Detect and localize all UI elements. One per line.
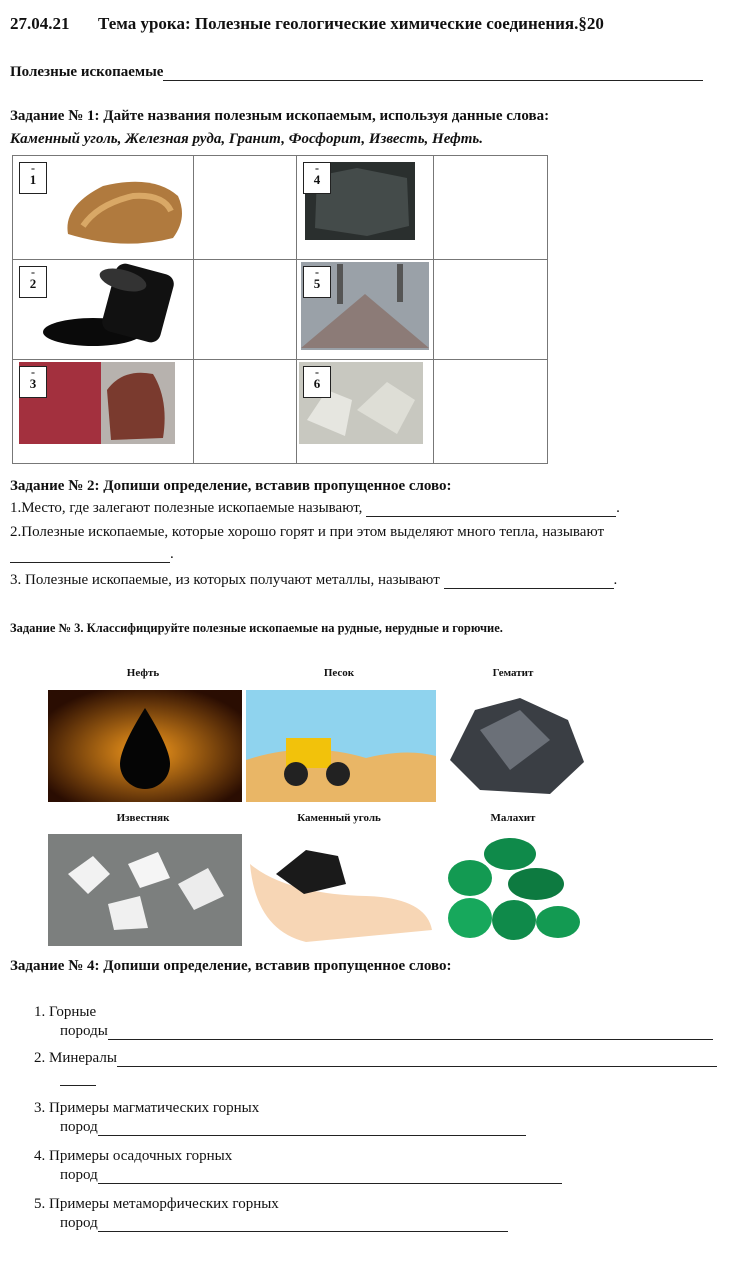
- task4-item-2: [34, 1050, 717, 1086]
- task1-table: [12, 155, 548, 464]
- malachite-image: [440, 834, 590, 946]
- image-cell: [13, 260, 194, 360]
- item-label: 1. Горные: [34, 1004, 97, 1020]
- period: .: [613, 572, 618, 588]
- number-box: - 1: [19, 162, 47, 194]
- task4-title: Задание № 4: Допиши определение, вставив пропущенное слово:: [10, 958, 452, 974]
- answer-cell[interactable]: [194, 156, 297, 260]
- answer-line: [163, 80, 703, 81]
- task4-item-3: [34, 1100, 526, 1136]
- task3-title: Задание № 3. Классифицируйте полезные ископаемые на рудные, нерудные и горючие.: [10, 621, 503, 635]
- header: [10, 14, 604, 34]
- number-box: - 2: [19, 266, 47, 298]
- period: .: [616, 500, 620, 516]
- coal-in-hand-image: [246, 834, 436, 946]
- label-hematite: Гематит: [492, 667, 534, 679]
- task2-q3-text: 3. Полезные ископаемые, из которых получают металлы, называют: [10, 572, 440, 588]
- task2-q2-text: 2.Полезные ископаемые, которые хорошо горят и при этом выделяют много тепла, называют: [10, 524, 605, 540]
- item-label: 4. Примеры осадочных горных: [34, 1148, 233, 1164]
- label-oil: Нефть: [126, 667, 160, 679]
- lesson-date: 27.04.21: [10, 14, 70, 33]
- answer-line[interactable]: [10, 562, 170, 563]
- answer-cell[interactable]: [194, 360, 297, 464]
- answer-line[interactable]: [444, 588, 614, 589]
- task2-q1-text: 1.Место, где залегают полезные ископаемые называют,: [10, 500, 363, 516]
- answer-line[interactable]: [98, 1231, 508, 1232]
- answer-line[interactable]: [117, 1066, 717, 1067]
- oil-drop-image: [48, 690, 242, 802]
- label-limestone: Известняк: [116, 812, 170, 824]
- item-label: 5. Примеры метаморфических горных: [34, 1196, 279, 1212]
- task1-words: Каменный уголь, Железная руда, Гранит, Фосфорит, Известь, Нефть.: [10, 131, 484, 147]
- item-label: пород: [60, 1119, 98, 1135]
- image-cell: [13, 360, 194, 464]
- answer-line[interactable]: [98, 1183, 562, 1184]
- image-cell: [297, 156, 434, 260]
- image-cell: [297, 260, 434, 360]
- answer-cell[interactable]: [194, 260, 297, 360]
- subtitle-row: [10, 64, 730, 81]
- label-sand: Песок: [323, 667, 355, 679]
- number-box: - 4: [303, 162, 331, 194]
- answer-cell[interactable]: [434, 360, 548, 464]
- task2-title: Задание № 2: Допиши определение, вставив пропущенное слово:: [10, 478, 452, 494]
- answer-line[interactable]: [366, 516, 616, 517]
- item-label: 3. Примеры магматических горных: [34, 1100, 260, 1116]
- item-label: породы: [60, 1023, 108, 1039]
- number-box: - 6: [303, 366, 331, 398]
- sand-excavator-image: [246, 690, 436, 802]
- task2-q2-answer: [10, 546, 174, 563]
- item-label: 2. Минералы: [34, 1050, 117, 1066]
- lesson-topic: Тема урока: Полезные геологические химические соединения.§20: [98, 14, 604, 33]
- limestone-pieces-image: [48, 834, 242, 946]
- answer-line[interactable]: [60, 1067, 96, 1086]
- label-malachite: Малахит: [490, 812, 536, 824]
- task4-item-4: [34, 1148, 562, 1184]
- task4-item-1: [34, 1004, 713, 1040]
- hematite-image: [440, 690, 590, 802]
- image-cell: [13, 156, 194, 260]
- answer-line[interactable]: [108, 1039, 713, 1040]
- number-box: - 5: [303, 266, 331, 298]
- period: .: [170, 546, 174, 562]
- item-label: пород: [60, 1167, 98, 1183]
- number-box: - 3: [19, 366, 47, 398]
- item-label: пород: [60, 1215, 98, 1231]
- task2-q1: [10, 500, 730, 517]
- answer-line[interactable]: [98, 1135, 526, 1136]
- task1-title: Задание № 1: Дайте названия полезным ископаемым, используя данные слова:: [10, 108, 550, 124]
- subtitle: Полезные ископаемые: [10, 64, 164, 80]
- task4-item-5: [34, 1196, 508, 1232]
- label-coal: Каменный уголь: [297, 812, 381, 824]
- answer-cell[interactable]: [434, 156, 548, 260]
- task2-q3: [10, 572, 730, 589]
- image-cell: [297, 360, 434, 464]
- answer-cell[interactable]: [434, 260, 548, 360]
